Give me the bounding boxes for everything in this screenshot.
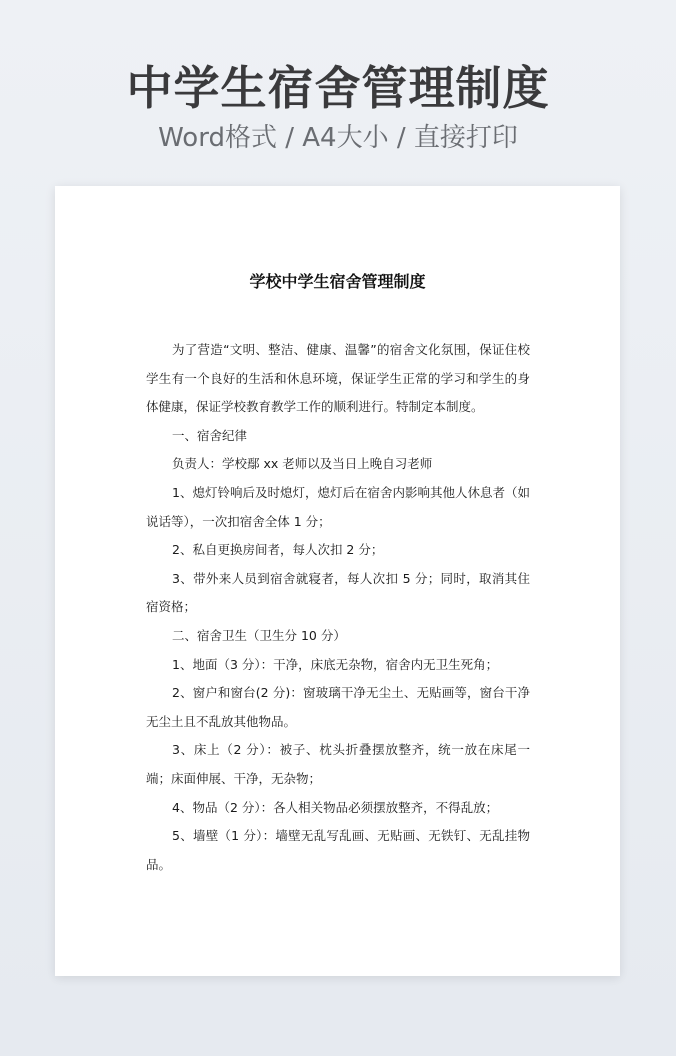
banner	[0, 58, 676, 156]
paragraph-intro: 为了营造“文明、整洁、健康、温馨”的宿舍文化氛围，保证住校学生有一个良好的生活和休息环境，保证学生正常的学习和学生的身体健康，保证学校教育教学工作的顺利进行。特制定本制度。	[146, 342, 530, 415]
document-title: 学校中学生宿舍管理制度	[249, 272, 426, 291]
rule-item: 1、地面（3 分）：干净，床底无杂物，宿舍内无卫生死角；	[172, 656, 499, 672]
banner-subtitle: Word格式 / A4大小 / 直接打印	[158, 123, 518, 153]
rule-item: 2、私自更换房间者，每人次扣 2 分；	[172, 542, 384, 558]
document-page	[55, 186, 620, 976]
rule-item: 5、墙壁（1 分）：墙壁无乱写乱画、无贴画、无铁钉、无乱挂物品。	[146, 828, 530, 872]
rule-item: 3、带外来人员到宿舍就寝者，每人次扣 5 分；同时，取消其住宿资格；	[146, 570, 530, 615]
paragraph-responsible-person: 负责人：学校鄢 xx 老师以及当日上晚自习老师	[172, 456, 433, 472]
rule-item: 3、床上（2 分）：被子、枕头折叠摆放整齐，统一放在床尾一端；床面伸展、干净，无杂物；	[146, 742, 530, 786]
rule-item: 1、熄灯铃响后及时熄灯，熄灯后在宿舍内影响其他人休息者（如说话等），一次扣宿舍全体 1 分；	[146, 484, 530, 529]
document-body	[146, 336, 530, 879]
rule-item: 2、窗户和窗台(2 分)：窗玻璃干净无尘土、无贴画等，窗台干净无尘土且不乱放其他物品。	[146, 685, 530, 729]
rule-item: 4、物品（2 分）：各人相关物品必须摆放整齐，不得乱放；	[172, 799, 499, 815]
section-heading-discipline: 一、宿舍纪律	[172, 427, 248, 443]
section-heading-hygiene: 二、宿舍卫生（卫生分 10 分）	[172, 627, 346, 643]
banner-title: 中学生宿舍管理制度	[126, 61, 550, 115]
